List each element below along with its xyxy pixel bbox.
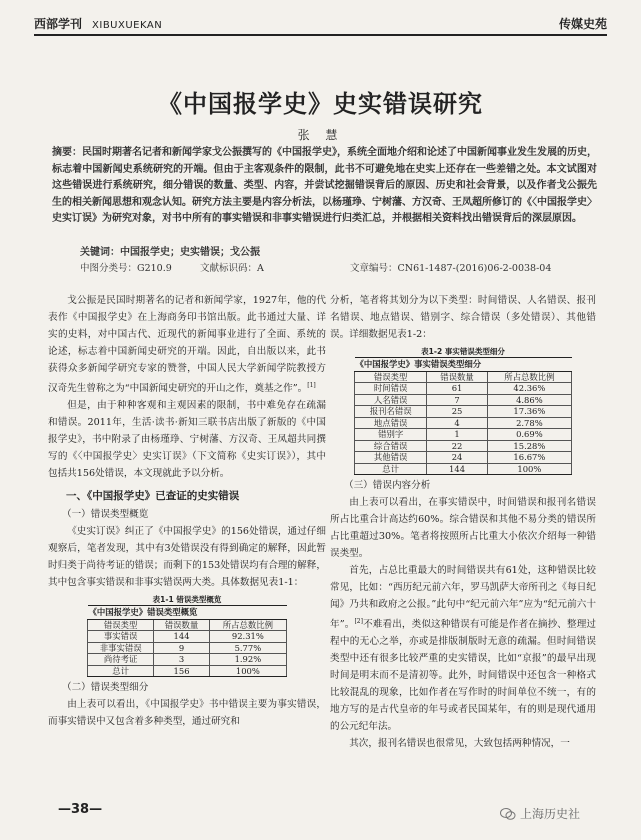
table-row [355,440,572,452]
table-cell: 144 [154,631,209,643]
table-row [355,406,572,418]
table-row [88,665,287,677]
article-number: 文章编号：CN61-1487-(2016)06-2-0038-04 [350,263,552,274]
page-number: —38— [58,802,103,817]
table-header-row [355,371,572,383]
table-row [355,417,572,429]
table-cell: 人名错误 [355,394,427,406]
document-code: 文献标识码：A [200,263,264,274]
table-cell: 92.31% [209,631,286,643]
subsection-heading: （三）错误内容分析 [344,480,431,491]
column-name: 传媒史苑 [558,17,607,31]
table-cell: 错误数量 [427,371,487,383]
table-cell: 4.86% [487,394,571,406]
table-cell: 综合错误 [355,440,427,452]
table-cell: 错误数量 [154,619,209,631]
table-cell: 42.36% [487,383,571,395]
abstract [52,145,597,228]
table-cell: 4 [427,417,487,429]
header-rule [34,34,607,36]
table-cell: 总计 [355,463,427,475]
table-cell: 所占总数比例 [209,619,286,631]
paragraph: 分析，笔者将其划分为以下类型：时间错误、人名错误、报刊名错误、地点错误、错别字、综合错误（多处错误）、其他错误。详细数据见表1-2： [330,295,596,340]
table-caption: 表1-2 事实错误类型细分 [421,347,505,356]
table-title: 《中国报学史》事实错误类型细分 [355,358,572,372]
class-number: 中图分类号：G210.9 [80,263,172,274]
running-header [34,14,607,32]
table-title: 《中国报学史》错误类型概览 [88,606,287,620]
table-cell: 地点错误 [355,417,427,429]
table-cell: 非事实错误 [88,642,154,654]
paragraph: 由上表可以看出，《中国报学史》书中错误主要为事实错误，而事实错误中又包含着多种类型，通过研究和 [48,699,326,728]
paragraph: 《史实订误》纠正了《中国报学史》的156处错误，通过仔细观察后，笔者发现，其中有3处错误没有得到确定的解释，因此暂时归类于尚待考证的错误；而剩下的153处错误均有合理的解释，其中包含事实错误和非事实错误两大类。具体数据见表1-1： [48,526,326,589]
abstract-text: 民国时期著名记者和新闻学家戈公振撰写的《中国报学史》，系统全面地介绍和论述了中国新闻事业发生发展的历史，标志着中国新闻史系统研究的开端。但由于主客观条件的限制，此书不可避免地在史实上还存在一些差错之处。本文试图对这些错误进行系统研究，细分错误的数量、类型、内容，并尝试挖掘错误背后的原因、历史和社会背景，以及作者戈公振先生的相关新闻思想和观念认知。研究方法主要是内容分析法，以杨瑾琤、宁树藩、方汉奇、王凤超所修订的《〈中国报学史〉史实订误》为研究对象，对书中所有的事实错误和非事实错误进行归类汇总，并根据相关资料找出错误背后的深层原因。 [52,147,597,224]
table-cell: 其他错误 [355,452,427,464]
table-row [88,654,287,666]
table-cell: 9 [154,642,209,654]
table-cell: 错误类型 [355,371,427,383]
table-cell: 时间错误 [355,383,427,395]
table-1-1 [87,594,287,677]
table-cell: 100% [209,665,286,677]
paragraph: 由上表可以看出，在事实错误中，时间错误和报刊名错误所占比重合计高达约60%。综合错误和其他不易分类的错误所占比重超过30%。笔者将按照所占比重大小依次介绍每一种错误类型。 [330,497,596,559]
table-cell: 错误类型 [88,619,154,631]
table-row [355,429,572,441]
right-column [330,292,596,752]
table-cell: 22 [427,440,487,452]
table-caption: 表1-1 错误类型概览 [152,595,222,605]
paragraph: 戈公振是民国时期著名的记者和新闻学家，1927年，他的代表作《中国报学史》在上海商务印书馆出版。此书通过大量、详实的史料，对中国古代、近现代的新闻事业进行了全面、系统的论述，标志着中国新闻史研究的开端。因此，自出版以来，此书获得众多新闻学研究专家的赞誉，中国人民大学新闻学院教授方汉奇先生曾称之为“中国新闻史研究的开山之作，奠基之作”。[1] [48,295,326,395]
table-1-2 [354,346,572,475]
left-column [48,292,326,730]
table-cell: 错别字 [355,429,427,441]
table-cell: 24 [427,452,487,464]
table-cell: 100% [487,463,571,475]
table-cell: 2.78% [487,417,571,429]
subsection-heading: （一）错误类型概览 [62,509,149,521]
watermark: 上海历史社 [500,805,580,822]
table-cell: 事实错误 [88,631,154,643]
table-cell: 尚待考证 [88,654,154,666]
table-cell: 总计 [88,665,154,677]
section-heading: 一、《中国报学史》已查证的史实错误 [66,490,240,503]
paragraph: 其次，报刊名错误也很常见，大致包括两种情况，一 [349,738,570,750]
journal-name: 西部学刊 XIBUXUEKAN [34,17,163,31]
table-row [355,383,572,395]
table-row [355,394,572,406]
table-cell: 25 [427,406,487,418]
table-cell: 61 [427,383,487,395]
table-cell: 5.77% [209,642,286,654]
table-cell: 1.92% [209,654,286,666]
table-cell: 144 [427,463,487,475]
table-row [88,642,287,654]
keywords: 关键词：中国报学史；史实错误；戈公振 [80,247,260,258]
author: 张 慧 [297,128,344,142]
table-cell: 7 [427,394,487,406]
subsection-heading: （二）错误类型细分 [62,682,149,694]
table-row [355,463,572,475]
article-title: 《中国报学史》史实错误研究 [158,90,483,118]
table-row [88,631,287,643]
table-cell: 报刊名错误 [355,406,427,418]
table-cell: 17.36% [487,406,571,418]
classification-line [80,260,597,274]
table-cell: 1 [427,429,487,441]
table-cell: 0.69% [487,429,571,441]
table-cell: 15.28% [487,440,571,452]
paragraph: 但是，由于种种客观和主观因素的限制，书中难免存在疏漏和错误。2011年，生活·读书·新知三联书店出版了新版的《中国报学史》，书中附录了由杨瑾琤、宁树藩、方汉奇、王凤超共同撰写的《〈中国报学史〉史实订误》（下文简称《史实订误》），其中包括共156处错误，本文现就此予以分析。 [48,400,326,480]
table-cell: 3 [154,654,209,666]
wechat-icon [500,807,516,821]
paragraph: 首先，占总比重最大的时间错误共有61处，这种错误比较常见，比如：“西历纪元前六年，罗马凯萨大帝所刊之《每日纪闻》乃共和政府之公报。”此句中“纪元前六年”应为“纪元前六十年”。[2]不难看出，类似这种错误有可能是作者在摘抄、整理过程中的无心之举，亦或是排版制版时无意的疏漏。但时间错误类型中还有很多比较严重的史实错误，比如“京报”的最早出现时间是明末而不是清初等。此外，时间错误中还包含一种格式比较混乱的现象，比如作者在写作时的时间单位不统一，有的地方写的是古代皇帝的年号或者民国某年，有的则是现代通用的公元纪年法。 [330,565,597,733]
table-cell: 156 [154,665,209,677]
abstract-label: 摘要： [52,147,82,158]
table-header-row [88,619,287,631]
table-cell: 16.67% [487,452,571,464]
table-row [355,452,572,464]
table-cell: 所占总数比例 [487,371,571,383]
